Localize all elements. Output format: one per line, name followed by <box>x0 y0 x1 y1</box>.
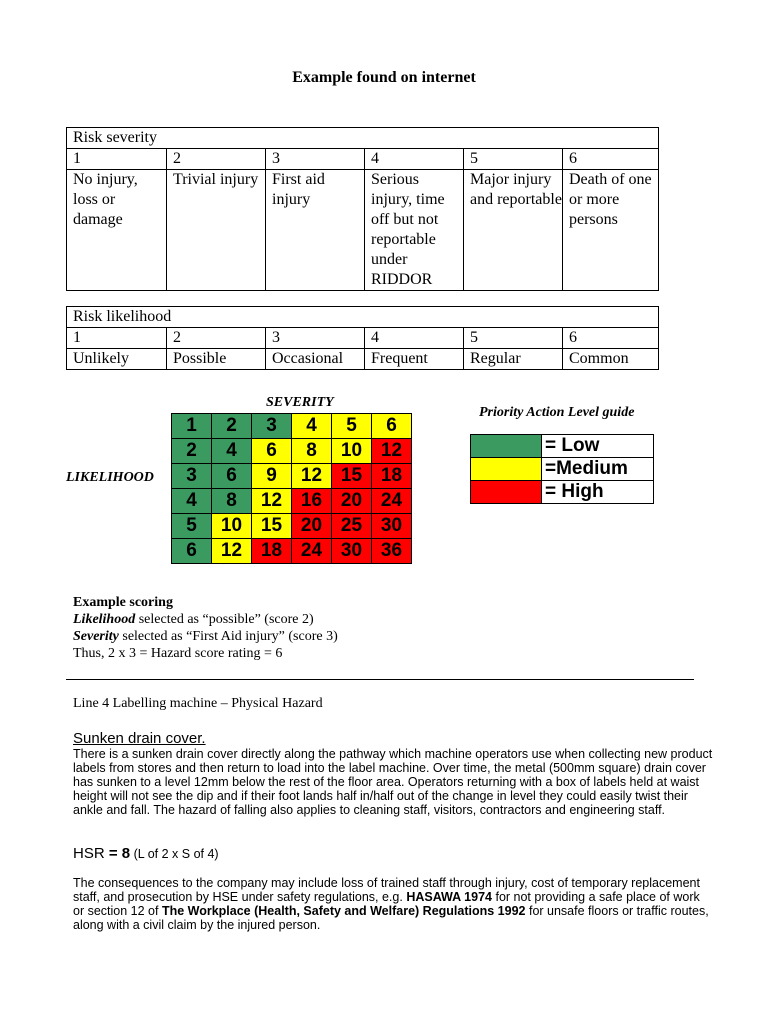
hazard-heading: Sunken drain cover. <box>73 730 206 747</box>
example-result: Thus, 2 x 3 = Hazard score rating = 6 <box>73 646 283 661</box>
likelihood-number: 6 <box>563 328 659 349</box>
matrix-cell: 36 <box>372 539 412 564</box>
legend-label-high: = High <box>542 481 654 504</box>
priority-legend <box>470 434 654 504</box>
likelihood-label: Occasional <box>266 349 365 370</box>
matrix-cell: 24 <box>292 539 332 564</box>
example-likelihood-term: Likelihood <box>73 612 136 627</box>
likelihood-number: 1 <box>67 328 167 349</box>
legend-row-medium <box>471 458 654 481</box>
severity-description: Major injury and reportable <box>464 170 563 291</box>
hsr-rating <box>73 845 219 862</box>
matrix-cell: 6 <box>212 464 252 489</box>
consequences-text-2: for not providing a safe place of work or section 12 of <box>73 890 700 918</box>
matrix-cell: 4 <box>212 439 252 464</box>
consequences-regs: The Workplace (Health, Safety and Welfare) Regulations 1992 <box>161 904 526 918</box>
severity-description: No injury, loss or damage <box>67 170 167 291</box>
likelihood-labels-row <box>67 349 659 370</box>
severity-number: 3 <box>266 149 365 170</box>
risk-severity-table <box>66 127 659 291</box>
matrix-cell: 30 <box>372 514 412 539</box>
likelihood-label: Common <box>563 349 659 370</box>
consequences-text-1: The consequences to the company may include loss of trained staff through injury, cost of temporary replacement staff, and prosecution by HSE under safety regulations, e.g. <box>73 876 700 904</box>
likelihood-label: Unlikely <box>67 349 167 370</box>
matrix-row <box>172 464 412 489</box>
matrix-cell: 4 <box>292 414 332 439</box>
matrix-cell: 10 <box>332 439 372 464</box>
severity-number: 2 <box>167 149 266 170</box>
likelihood-label: Possible <box>167 349 266 370</box>
likelihood-label: Regular <box>464 349 563 370</box>
matrix-cell: 8 <box>292 439 332 464</box>
matrix-cell: 2 <box>212 414 252 439</box>
matrix-cell: 2 <box>172 439 212 464</box>
matrix-row <box>172 439 412 464</box>
hsr-detail: (L of 2 x S of 4) <box>130 847 219 861</box>
matrix-row <box>172 539 412 564</box>
matrix-cell: 18 <box>372 464 412 489</box>
matrix-likelihood-label: LIKELIHOOD <box>66 470 154 485</box>
matrix-severity-label: SEVERITY <box>266 395 334 410</box>
horizontal-divider <box>66 679 694 680</box>
severity-description: First aid injury <box>266 170 365 291</box>
example-severity-text: selected as “First Aid injury” (score 3) <box>118 629 338 644</box>
hsr-value: = 8 <box>108 845 131 862</box>
matrix-row <box>172 514 412 539</box>
matrix-cell: 24 <box>372 489 412 514</box>
severity-number: 1 <box>67 149 167 170</box>
matrix-cell: 20 <box>292 514 332 539</box>
likelihood-numbers-row <box>67 328 659 349</box>
matrix-cell: 6 <box>252 439 292 464</box>
matrix-row <box>172 489 412 514</box>
example-likelihood-text: selected as “possible” (score 2) <box>135 612 314 627</box>
matrix-cell: 4 <box>172 489 212 514</box>
matrix-cell: 6 <box>172 539 212 564</box>
page-title: Example found on internet <box>292 69 476 86</box>
matrix-cell: 9 <box>252 464 292 489</box>
matrix-cell: 1 <box>172 414 212 439</box>
risk-matrix <box>171 413 412 564</box>
matrix-cell: 8 <box>212 489 252 514</box>
likelihood-table-heading: Risk likelihood <box>67 307 659 328</box>
matrix-cell: 25 <box>332 514 372 539</box>
likelihood-number: 5 <box>464 328 563 349</box>
severity-table-heading: Risk severity <box>67 128 659 149</box>
legend-swatch-medium <box>471 458 542 481</box>
severity-description: Trivial injury <box>167 170 266 291</box>
matrix-cell: 15 <box>332 464 372 489</box>
severity-number: 5 <box>464 149 563 170</box>
severity-description: Serious injury, time off but not reportable under RIDDOR <box>365 170 464 291</box>
example-heading: Example scoring <box>73 595 173 610</box>
matrix-cell: 5 <box>172 514 212 539</box>
matrix-cell: 12 <box>372 439 412 464</box>
matrix-cell: 16 <box>292 489 332 514</box>
hsr-prefix: HSR <box>73 845 109 862</box>
legend-swatch-high <box>471 481 542 504</box>
consequences-act: HASAWA 1974 <box>406 890 492 904</box>
example-scoring <box>73 594 338 662</box>
hazard-line-title: Line 4 Labelling machine – Physical Hazard <box>73 696 323 711</box>
example-severity-term: Severity <box>73 629 119 644</box>
legend-label-medium: =Medium <box>542 458 654 481</box>
legend-row-high <box>471 481 654 504</box>
severity-numbers-row <box>67 149 659 170</box>
matrix-cell: 30 <box>332 539 372 564</box>
matrix-row <box>172 414 412 439</box>
matrix-cell: 6 <box>372 414 412 439</box>
matrix-cell: 3 <box>172 464 212 489</box>
matrix-cell: 12 <box>252 489 292 514</box>
risk-likelihood-table <box>66 306 659 370</box>
matrix-cell: 18 <box>252 539 292 564</box>
legend-row-low <box>471 435 654 458</box>
matrix-cell: 20 <box>332 489 372 514</box>
likelihood-number: 3 <box>266 328 365 349</box>
consequences-text-3: for unsafe floors or traffic routes, along with a civil claim by the injured person. <box>73 904 709 932</box>
priority-guide-title: Priority Action Level guide <box>479 405 635 420</box>
matrix-cell: 12 <box>292 464 332 489</box>
likelihood-number: 2 <box>167 328 266 349</box>
likelihood-number: 4 <box>365 328 464 349</box>
hazard-description: There is a sunken drain cover directly along the pathway which machine operators use when collecting new product labels from stores and then return to load into the label machine. Over time, the metal (500mm square) drain cover has sunken to a level 12mm below the rest of the floor area. Operators returning with a box of labels held at waist height will not see the dip and if their foot lands half in/half out of the change in level they could easily twist their ankle and fall. The hazard of falling also applies to cleaning staff, visitors, contractors and engineering staff. <box>73 747 713 817</box>
matrix-cell: 10 <box>212 514 252 539</box>
consequences-paragraph <box>73 876 713 932</box>
legend-swatch-low <box>471 435 542 458</box>
matrix-cell: 15 <box>252 514 292 539</box>
likelihood-label: Frequent <box>365 349 464 370</box>
matrix-cell: 5 <box>332 414 372 439</box>
severity-description: Death of one or more persons <box>563 170 659 291</box>
matrix-cell: 12 <box>212 539 252 564</box>
severity-number: 6 <box>563 149 659 170</box>
severity-number: 4 <box>365 149 464 170</box>
matrix-cell: 3 <box>252 414 292 439</box>
legend-label-low: = Low <box>542 435 654 458</box>
severity-descriptions-row <box>67 170 659 291</box>
